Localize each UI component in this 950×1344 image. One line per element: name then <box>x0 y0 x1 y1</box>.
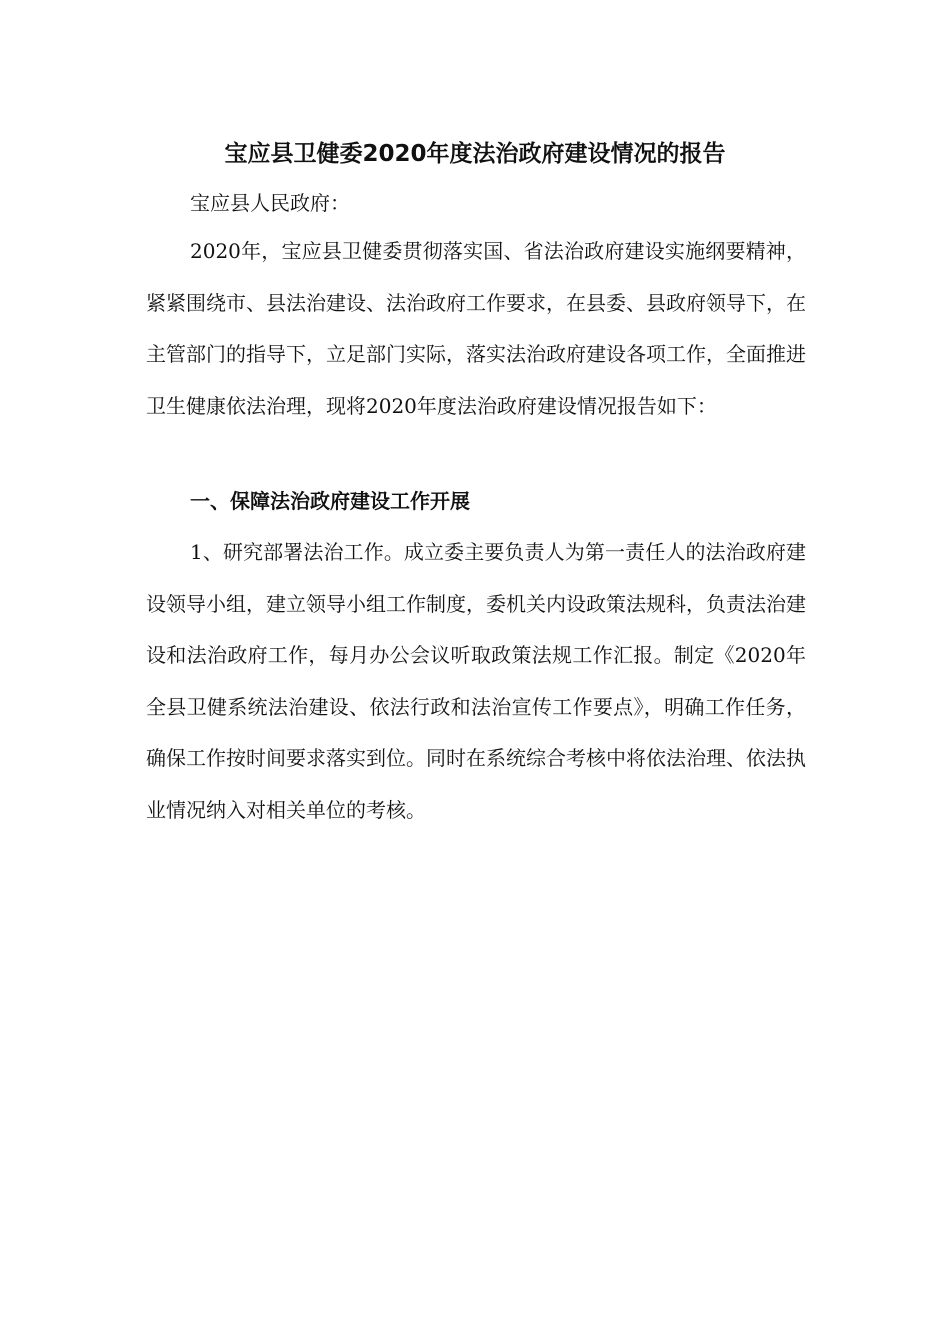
section-heading-1: 一、保障法治政府建设工作开展 <box>190 489 470 513</box>
document-title: 宝应县卫健委2020年度法治政府建设情况的报告 <box>224 141 726 167</box>
paragraph-intro: 2020年，宝应县卫健委贯彻落实国、省法治政府建设实施纲要精神，紧紧围绕市、县法治建设、法治政府工作要求，在县委、县政府领导下，在主管部门的指导下，立足部门实际，落实法治政府建设各项工作，全面推进卫生健康依法治理，现将2020年度法治政府建设情况报告如下： <box>146 239 806 418</box>
salutation: 宝应县人民政府： <box>190 191 350 215</box>
paragraph-research-deployment: 1、研究部署法治工作。成立委主要负责人为第一责任人的法治政府建设领导小组，建立领导小组工作制度，委机关内设政策法规科，负责法治建设和法治政府工作，每月办公会议听取政策法规工作汇报。制定《2020年全县卫健系统法治建设、依法行政和法治宣传工作要点》，明确工作任务，确保工作按时间要求落实到位。同时在系统综合考核中将依法治理、依法执业情况纳入对相关单位的考核。 <box>146 540 806 822</box>
